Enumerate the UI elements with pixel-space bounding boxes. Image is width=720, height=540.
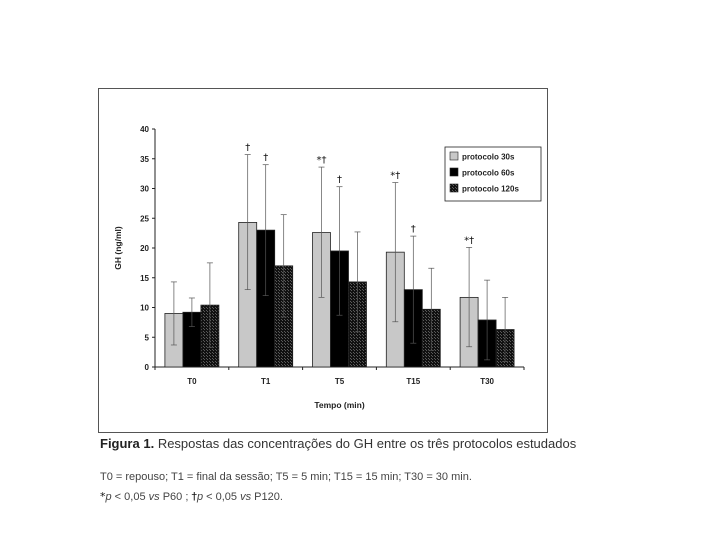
legend-label-protocolo-120s: protocolo 120s [462,184,519,194]
significance-mark-t30-protocolo-30s: *† [464,235,475,247]
y-tick-label-0: 0 [144,363,149,372]
y-tick-label-40: 40 [140,125,149,134]
notes-line-1: T0 = repouso; T1 = final da sessão; T5 = 5 min; T15 = 15 min; T30 = 30 min. [100,471,472,483]
p-symbol-1: p [105,491,112,503]
y-axis-title: GH (ng/ml) [113,226,123,270]
asterisk-mark: * [100,490,106,503]
legend-swatch-protocolo-30s [450,152,458,160]
x-tick-label-t1: T1 [261,377,271,386]
significance-mark-t1-protocolo-60s: † [263,152,269,164]
comparison-1: < 0,05 [111,491,149,503]
legend-swatch-protocolo-60s [450,168,458,176]
significance-mark-t5-protocolo-30s: *† [316,155,327,167]
y-tick-label-30: 30 [140,184,149,194]
figure-frame [98,88,548,433]
x-tick-label-t5: T5 [334,377,345,386]
significance-mark-t5-protocolo-60s: † [337,174,342,186]
reference-2: P120. [251,491,283,503]
reference-1: P60 ; [159,491,192,503]
gh-bar-chart [99,89,549,434]
y-tick-label-35: 35 [140,154,149,164]
significance-mark-t15-protocolo-60s: † [410,224,416,236]
x-tick-label-t30: T30 [480,377,494,386]
p-symbol-2: p [196,491,204,503]
comparison-2: < 0,05 [203,491,241,503]
notes-line-2 [100,487,660,507]
vs-2: vs [240,491,252,503]
significance-mark-t15-protocolo-30s: *† [390,170,401,182]
y-tick-label-5: 5 [144,333,149,343]
figure-notes [100,468,660,507]
legend-label-protocolo-30s: protocolo 30s [462,152,515,162]
y-tick-label-15: 15 [140,273,149,283]
y-tick-label-25: 25 [140,214,149,224]
x-tick-label-t15: T15 [406,377,421,386]
x-axis-title: Tempo (min) [314,400,365,410]
figure-label: Figura 1. [100,436,155,451]
y-tick-label-10: 10 [140,303,149,313]
figure-caption-text: Respostas das concentrações do GH entre os três protocolos estudados [157,436,577,451]
figure-caption [100,436,620,451]
significance-mark-t1-protocolo-30s: † [245,142,251,154]
legend-swatch-protocolo-120s [450,184,458,192]
y-tick-label-20: 20 [140,244,149,253]
legend-label-protocolo-60s: protocolo 60s [462,168,515,178]
x-tick-label-t0: T0 [187,377,197,386]
vs-1: vs [148,491,160,503]
dagger-mark: † [191,490,197,503]
